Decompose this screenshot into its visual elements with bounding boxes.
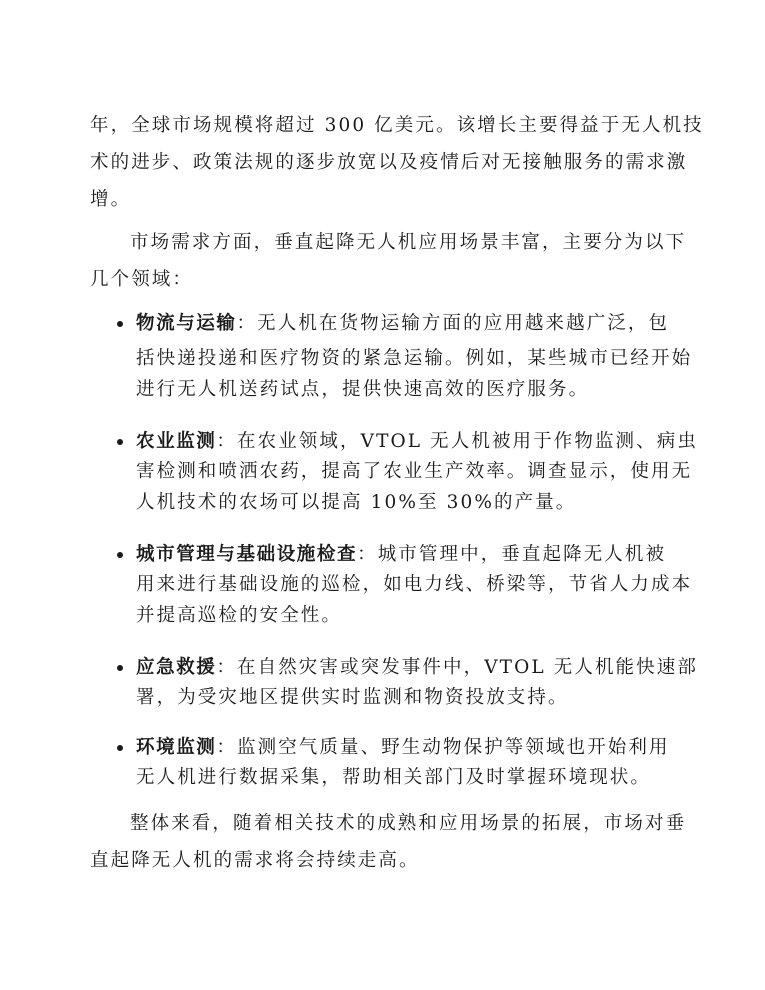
bullet-dot bbox=[117, 745, 123, 751]
bullet-line: 署，为受灾地区提供实时监测和物资投放支持。 bbox=[136, 687, 569, 708]
bullet-line: 进行无人机送药试点，提供快速高效的医疗服务。 bbox=[136, 379, 590, 400]
bullet-first-line bbox=[136, 312, 669, 336]
bullet-dot bbox=[117, 439, 123, 445]
bullet-term: 城市管理与基础设施检查 bbox=[136, 544, 358, 565]
bullet-text: ：监测空气质量、野生动物保护等领域也开始利用 bbox=[216, 737, 670, 758]
intro-line: 术的进步、政策法规的逐步放宽以及疫情后对无接触服务的需求激 bbox=[90, 152, 688, 173]
bullet-line: 人机技术的农场可以提高 10%至 30%的产量。 bbox=[136, 492, 577, 513]
bullet-text: ：在自然灾害或突发事件中，VTOL 无人机能快速部 bbox=[216, 657, 698, 678]
bullet-dot bbox=[117, 321, 123, 327]
bullet-line: 并提高巡检的安全性。 bbox=[136, 605, 343, 626]
bullet-line: 无人机进行数据采集，帮助相关部门及时掌握环境现状。 bbox=[136, 767, 652, 788]
intro-line: 增。 bbox=[90, 189, 132, 210]
bullet-term: 应急救援 bbox=[136, 657, 217, 678]
conclusion-line: 整体来看，随着相关技术的成熟和应用场景的拓展，市场对垂 bbox=[130, 813, 687, 834]
bullet-text: ：城市管理中，垂直起降无人机被 bbox=[357, 544, 667, 565]
bullet-line: 用来进行基础设施的巡检，如电力线、桥梁等，节省人力成本 bbox=[136, 574, 693, 595]
bullet-line: 害检测和喷洒农药，提高了农业生产效率。调查显示，使用无 bbox=[136, 461, 693, 482]
bullet-term: 环境监测 bbox=[136, 737, 217, 758]
bullet-dot bbox=[117, 665, 123, 671]
bullet-first-line bbox=[136, 543, 666, 567]
bullet-term: 物流与运输 bbox=[136, 313, 237, 334]
bullet-first-line bbox=[136, 656, 698, 680]
bullet-dot bbox=[117, 552, 123, 558]
bullet-first-line bbox=[136, 736, 670, 760]
intro-line: 年，全球市场规模将超过 300 亿美元。该增长主要得益于无人机技 bbox=[90, 115, 704, 136]
demand-paragraph-line: 市场需求方面，垂直起降无人机应用场景丰富，主要分为以下 bbox=[130, 232, 687, 253]
bullet-first-line bbox=[136, 430, 698, 454]
bullet-text: ：无人机在货物运输方面的应用越来越广泛，包 bbox=[236, 313, 670, 334]
bullet-text: ：在农业领域，VTOL 无人机被用于作物监测、病虫 bbox=[216, 431, 698, 452]
conclusion-line: 直起降无人机的需求将会持续走高。 bbox=[90, 850, 420, 871]
demand-paragraph-line: 几个领域： bbox=[90, 269, 194, 290]
bullet-line: 括快递投递和医疗物资的紧急运输。例如，某些城市已经开始 bbox=[136, 348, 693, 369]
bullet-term: 农业监测 bbox=[136, 431, 217, 452]
